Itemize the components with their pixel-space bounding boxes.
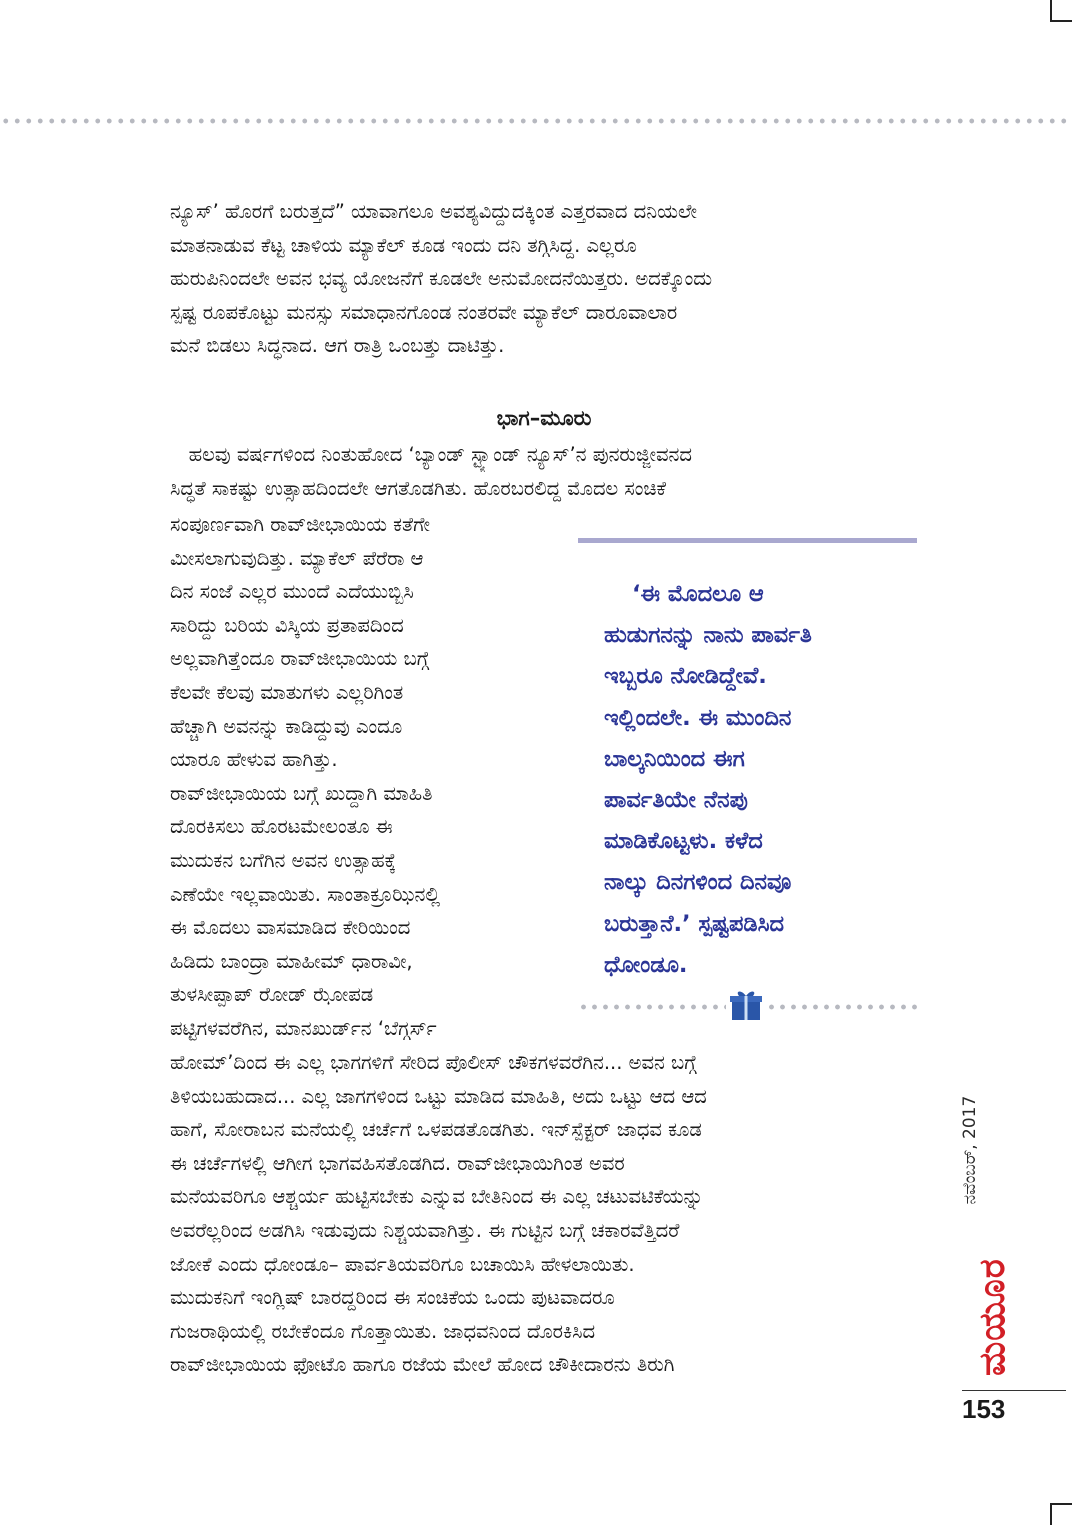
text-line: ಸ್ಪಷ್ಟ ರೂಪಕೊಟ್ಟು ಮನಸ್ಸು ಸಮಾಧಾನಗೊಂಡ ನಂತರವೇ ಮ್ಯಾಕೆಲ್ ದಾರೂವಾಲಾರ	[170, 300, 678, 324]
text-line: ಹಲವು ವರ್ಷಗಳಿಂದ ನಿಂತುಹೋದ ‘ಬ್ಯಾಂಡ್ ಸ್ಟ್ಯಾಂಡ್ ನ್ಯೂಸ್’ನ ಪುನರುಜ್ಜೀವನದ	[170, 443, 692, 466]
pull-quote-line: ಧೋಂಡೂ.	[604, 951, 688, 978]
top-dotted-divider	[0, 117, 1072, 125]
paragraph-2-column	[170, 508, 560, 1046]
text-line: ಅವರೆಲ್ಲರಿಂದ ಅಡಗಿಸಿ ಇಡುವುದು ನಿಶ್ಚಯವಾಗಿತ್ತು. ಈ ಗುಟ್ಟಿನ ಬಗ್ಗೆ ಚಕಾರವೆತ್ತಿದರೆ	[170, 1218, 680, 1242]
text-line: ಹೋಮ್’ದಿಂದ ಈ ಎಲ್ಲ ಭಾಗಗಳಿಗೆ ಸೇರಿದ ಪೊಲೀಸ್ ಚೌಕಗಳವರೆಗಿನ... ಅವನ ಬಗ್ಗೆ	[170, 1051, 697, 1074]
text-line: ಈ ಮೊದಲು ವಾಸಮಾಡಿದ ಕೇರಿಯಿಂದ	[170, 916, 411, 940]
text-line: ಮೀಸಲಾಗುವುದಿತ್ತು. ಮ್ಯಾಕೆಲ್ ಪೆರೆರಾ ಆ	[170, 546, 424, 570]
text-line: ದೊರಕಿಸಲು ಹೊರಟಮೇಲಂತೂ ಈ	[170, 815, 393, 839]
text-line: ದಿನ ಸಂಜೆ ಎಲ್ಲರ ಮುಂದೆ ಎದೆಯುಬ್ಬಿಸಿ	[170, 580, 414, 604]
text-line: ಗುಜರಾಥಿಯಲ್ಲಿ ರಬೇಕೆಂದೂ ಗೊತ್ತಾಯಿತು. ಜಾಧವನಿಂದ ದೊರಕಿಸಿದ	[170, 1319, 596, 1343]
pull-quote-line: ಬಾಲ್ಕನಿಯಿಂದ ಈಗ	[604, 745, 745, 772]
pull-quote-line: ಬರುತ್ತಾನೆ.’ ಸ್ಪಷ್ಟಪಡಿಸಿದ	[604, 910, 785, 937]
pull-quote-line: ಇಬ್ಬರೂ ನೋಡಿದ್ದೇವೆ.	[604, 663, 767, 690]
pull-quote	[604, 574, 924, 986]
pull-quote-dotted-divider-right	[766, 1003, 918, 1011]
text-line: ಅಲ್ಲವಾಗಿತ್ತೆಂದೂ ರಾವ್‌ಜೀಭಾಯಿಯ ಬಗ್ಗೆ	[170, 647, 430, 671]
issue-date: ನವೆಂಬರ್, 2017	[960, 1095, 980, 1205]
text-line: ಹಾಗೆ, ಸೋರಾಬನ ಮನೆಯಲ್ಲಿ ಚರ್ಚೆಗೆ ಒಳಪಡತೊಡಗಿತು. ಇನ್‌ಸ್ಪೆಕ್ಟರ್ ಜಾಧವ ಕೂಡ	[170, 1118, 702, 1142]
footer-rule	[962, 1390, 1066, 1391]
crop-mark-top-right-h	[1050, 20, 1072, 22]
text-line: ಸಂಪೂರ್ಣವಾಗಿ ರಾವ್‌ಜೀಭಾಯಿಯ ಕತೆಗೇ	[170, 513, 431, 536]
text-line: ಹುರುಪಿನಿಂದಲೇ ಅವನ ಭವ್ಯ ಯೋಜನೆಗೆ ಕೂಡಲೇ ಅನುಮೋದನೆಯಿತ್ತರು. ಅದಕ್ಕೊಂದು	[170, 267, 713, 291]
text-line: ತಿಳಿಯಬಹುದಾದ... ಎಲ್ಲ ಜಾಗಗಳಿಂದ ಒಟ್ಟು ಮಾಡಿದ ಮಾಹಿತಿ, ಅದು ಒಟ್ಟು ಆದ ಆದ	[170, 1084, 707, 1108]
section-heading: ಭಾಗ–ಮೂರು	[496, 406, 592, 430]
pull-quote-rule	[578, 538, 917, 543]
text-line: ನ್ಯೂಸ್’ ಹೊರಗೆ ಬರುತ್ತದೆ” ಯಾವಾಗಲೂ ಅವಶ್ಯವಿದ್ದುದಕ್ಕಿಂತ ಎತ್ತರವಾದ ದನಿಯಲೇ	[170, 200, 698, 223]
gift-icon	[729, 988, 763, 1022]
text-line: ಕೆಲವೇ ಕೆಲವು ಮಾತುಗಳು ಎಲ್ಲರಿಗಿಂತ	[170, 680, 404, 704]
crop-mark-top-right	[1050, 0, 1052, 22]
pull-quote-line: ನಾಲ್ಕು ದಿನಗಳಿಂದ ದಿನವೂ	[604, 869, 792, 896]
text-line: ಹಿಡಿದು ಬಾಂದ್ರಾ ಮಾಹೀಮ್ ಧಾರಾವೀ,	[170, 949, 413, 973]
pull-quote-line: ಇಲ್ಲಿಂದಲೇ. ಈ ಮುಂದಿನ	[604, 704, 792, 731]
pull-quote-line: ಹುಡುಗನನ್ನು ನಾನು ಪಾರ್ವತಿ	[604, 622, 812, 649]
text-line: ರಾವ್‌ಜೀಭಾಯಿಯ ಬಗ್ಗೆ ಖುದ್ದಾಗಿ ಮಾಹಿತಿ	[170, 781, 433, 805]
magazine-name: ಮಯೂರ	[972, 1258, 1013, 1376]
text-line: ತುಳಸೀಪ್ಪಾಪ್ ರೋಡ್ ಝೋಪಡ	[170, 983, 374, 1007]
text-line: ಯಾರೂ ಹೇಳುವ ಹಾಗಿತ್ತು.	[170, 748, 338, 772]
crop-mark-bottom-right-h	[1050, 1503, 1072, 1505]
pull-quote-dotted-divider-left	[578, 1003, 726, 1011]
text-line: ಮುದುಕನಿಗೆ ಇಂಗ್ಲಿಷ್ ಬಾರದ್ದರಿಂದ ಈ ಸಂಚಿಕೆಯ ಒಂದು ಪುಟವಾದರೂ	[170, 1286, 615, 1310]
text-line: ಸಿದ್ಧತೆ ಸಾಕಷ್ಟು ಉತ್ಸಾಹದಿಂದಲೇ ಆಗತೊಡಗಿತು. ಹೊರಬರಲಿದ್ದ ಮೊದಲ ಸಂಚಿಕೆ	[170, 476, 667, 500]
text-line: ಹೆಚ್ಚಾಗಿ ಅವನನ್ನು ಕಾಡಿದ್ದುವು ಎಂದೂ	[170, 714, 403, 738]
text-line: ಪಟ್ಟಿಗಳವರೆಗಿನ, ಮಾನಖುರ್ಡ್‌ನ ‘ಬೆಗ್ಗರ್ಸ್	[170, 1016, 437, 1040]
page-number: 153	[962, 1394, 1006, 1424]
pull-quote-line: ಮಾಡಿಕೊಟ್ಟಳು. ಕಳೆದ	[604, 828, 763, 855]
pull-quote-line: ಪಾರ್ವತಿಯೇ ನೆನಪು	[604, 787, 748, 814]
paragraph-2-intro	[170, 438, 918, 505]
text-line: ಮನೆ ಬಿಡಲು ಸಿದ್ಧನಾದ. ಆಗ ರಾತ್ರಿ ಒಂಬತ್ತು ದಾಟಿತ್ತು.	[170, 334, 505, 358]
paragraph-2-continued	[170, 1046, 918, 1382]
text-line: ಜೋಕೆ ಎಂದು ಧೋಂಡೂ– ಪಾರ್ವತಿಯವರಿಗೂ ಬಚಾಯಿಸಿ ಹೇಳಲಾಯಿತು.	[170, 1252, 635, 1276]
text-line: ಎಣೆಯೇ ಇಲ್ಲವಾಯಿತು. ಸಾಂತಾಕ್ರೂಝಿನಲ್ಲಿ	[170, 882, 441, 906]
pull-quote-line: ‘ಈ ಮೊದಲೂ ಆ	[632, 581, 764, 607]
text-line: ಮುದುಕನ ಬಗೆಗಿನ ಅವನ ಉತ್ಸಾಹಕ್ಕೆ	[170, 848, 397, 872]
crop-mark-bottom-right	[1050, 1503, 1052, 1525]
text-line: ಮನೆಯವರಿಗೂ ಆಶ್ಚರ್ಯ ಹುಟ್ಟಿಸಬೇಕು ಎನ್ನುವ ಬೇತಿನಿಂದ ಈ ಎಲ್ಲ ಚಟುವಟಿಕೆಯನ್ನು	[170, 1185, 704, 1209]
text-line: ಸಾರಿದ್ದು ಬರಿಯ ವಿಸ್ಕಿಯ ಪ್ರತಾಪದಿಂದ	[170, 613, 404, 637]
paragraph-1	[170, 195, 918, 363]
text-line: ಈ ಚರ್ಚೆಗಳಲ್ಲಿ ಆಗೀಗ ಭಾಗವಹಿಸತೊಡಗಿದ. ರಾವ್‌ಜೀಭಾಯಿಗಿಂತ ಅವರ	[170, 1151, 625, 1175]
text-line: ರಾವ್‌ಜೀಭಾಯಿಯ ಫೋಟೊ ಹಾಗೂ ರಜೆಯ ಮೇಲೆ ಹೋದ ಚೌಕೀದಾರನು ತಿರುಗಿ	[170, 1353, 675, 1377]
text-line: ಮಾತನಾಡುವ ಕೆಟ್ಟ ಚಾಳಿಯ ಮ್ಯಾಕೆಲ್ ಕೂಡ ಇಂದು ದನಿ ತಗ್ಗಿಸಿದ್ದ. ಎಲ್ಲರೂ	[170, 233, 637, 257]
